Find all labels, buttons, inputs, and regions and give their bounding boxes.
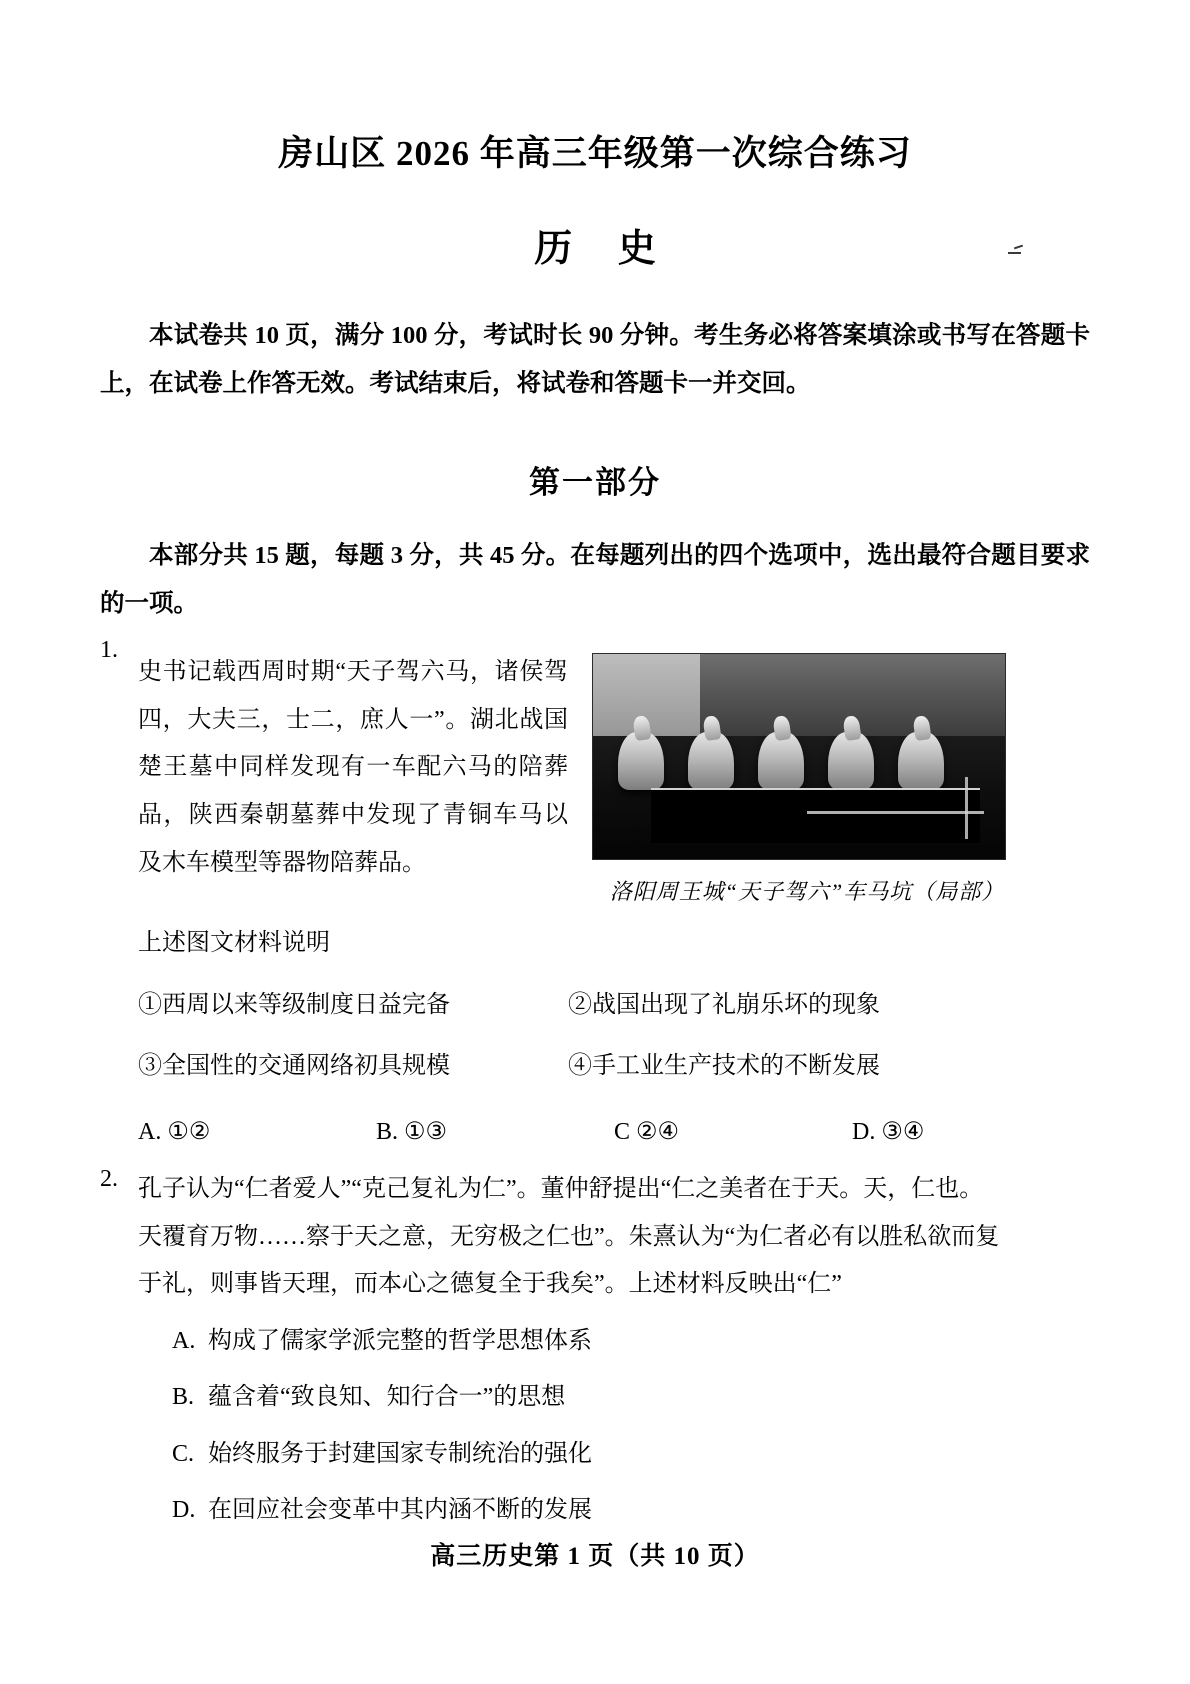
question-2-option-d[interactable] <box>138 1478 1090 1535</box>
question-2-option-b[interactable] <box>138 1365 1090 1422</box>
question-1 <box>100 627 1090 1156</box>
question-1-statements-row-1 <box>138 968 1090 1030</box>
horse-skeleton-icon <box>688 732 734 790</box>
scan-artifact-mark <box>1008 252 1021 254</box>
question-2-stem-line-3: 于礼，则事皆天理，而本心之德复全于我矣”。上述材料反映出“仁” <box>138 1271 842 1298</box>
subject-title: 历 史 <box>534 227 674 270</box>
question-2-number: 2. <box>100 1166 118 1193</box>
question-2-option-d-text: 在回应社会变革中其内涵不断的发展 <box>208 1497 592 1524</box>
horse-skeleton-icon <box>898 732 944 790</box>
question-1-choice-a[interactable]: A. ①② <box>138 1118 211 1145</box>
question-2-option-a-label: A. <box>172 1327 196 1354</box>
instructions-text: 本试卷共 10 页，满分 100 分，考试时长 90 分钟。考生务必将答案填涂或书写在答题卡上，在试卷上作答无效。考试结束后，将试卷和答题卡一并交回。 <box>100 322 1090 398</box>
question-1-statement-1: ①西周以来等级制度日益完备 <box>138 991 450 1018</box>
question-2-option-d-label: D. <box>172 1497 196 1524</box>
chariot-pit-photo <box>592 653 1006 860</box>
photo-post <box>965 777 968 839</box>
question-2-stem-line-2: 天覆育万物……察于天之意，无穷极之仁也”。朱熹认为“为仁者必有以胜私欲而复 <box>138 1223 1000 1250</box>
question-2 <box>100 1156 1090 1535</box>
question-1-statement-3: ③全国性的交通网络初具规模 <box>138 1053 450 1080</box>
question-1-choice-d[interactable]: D. ③④ <box>852 1118 925 1145</box>
question-1-lead: 上述图文材料说明 <box>138 930 330 956</box>
question-1-statement-4: ④手工业生产技术的不断发展 <box>568 1053 880 1080</box>
question-1-statements-row-2 <box>138 1029 1090 1091</box>
question-1-figure-caption: 洛阳周王城“天子驾六”车马坑（局部） <box>609 879 1005 905</box>
question-1-number: 1. <box>100 637 118 664</box>
question-1-figure <box>592 649 1022 914</box>
photo-rail <box>807 811 984 814</box>
question-1-choices <box>138 1091 1090 1157</box>
question-2-option-b-text: 蕴含着“致良知、知行合一”的思想 <box>208 1384 566 1411</box>
question-2-stem-line-1: 孔子认为“仁者爱人”“克己复礼为仁”。董仲舒提出“仁之美者在于天。天，仁也。 <box>138 1176 984 1203</box>
question-2-option-c[interactable] <box>138 1422 1090 1479</box>
page-footer: 高三历史第 1 页（共 10 页） <box>430 1543 760 1570</box>
instructions-block <box>100 270 1090 408</box>
question-2-option-c-text: 始终服务于封建国家专制统治的强化 <box>208 1440 592 1467</box>
part-one-instructions-block <box>100 500 1090 628</box>
question-1-choice-b[interactable]: B. ①③ <box>376 1118 448 1145</box>
part-one-title: 第一部分 <box>529 464 661 500</box>
question-2-option-c-label: C. <box>172 1440 195 1467</box>
page-title: 房山区 2026 年高三年级第一次综合练习 <box>278 134 912 173</box>
question-2-option-b-label: B. <box>172 1384 195 1411</box>
question-2-option-a-text: 构成了儒家学派完整的哲学思想体系 <box>208 1327 592 1354</box>
question-2-option-a[interactable] <box>138 1309 1090 1366</box>
question-1-statement-2: ②战国出现了礼崩乐坏的现象 <box>568 991 880 1018</box>
part-one-instructions-text: 本部分共 15 题，每题 3 分，共 45 分。在每题列出的四个选项中，选出最符合题目要求的一项。 <box>100 541 1090 617</box>
question-1-choice-c[interactable]: C ②④ <box>614 1118 680 1145</box>
horse-skeleton-icon <box>828 732 874 790</box>
photo-pit <box>651 788 981 843</box>
question-1-stem: 史书记载西周时期“天子驾六马，诸侯驾四，大夫三，士二，庶人一”。湖北战国楚王墓中同样发现有一车配六马的陪葬品，陕西秦朝墓葬中发现了青铜车马以及木车模型等器物陪葬品。 <box>138 659 568 876</box>
horse-skeleton-icon <box>758 732 804 790</box>
horse-skeleton-icon <box>618 732 664 790</box>
